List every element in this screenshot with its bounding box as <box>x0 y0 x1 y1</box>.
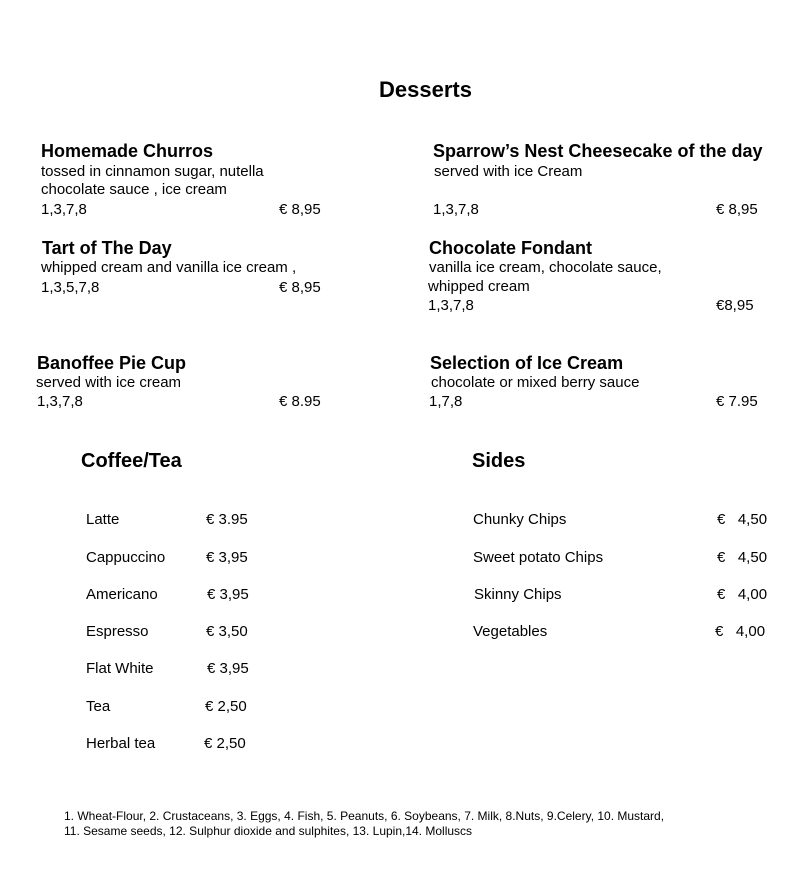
dessert-description: chocolate or mixed berry sauce <box>431 374 640 391</box>
side-item-name: Skinny Chips <box>474 586 562 603</box>
dessert-name: Selection of Ice Cream <box>430 353 624 373</box>
dessert-allergens: 1,3,7,8 <box>428 297 474 314</box>
dessert-price: € 8,95 <box>279 201 321 218</box>
coffee-item-name: Flat White <box>86 660 154 677</box>
dessert-description: chocolate sauce , ice cream <box>41 181 227 198</box>
coffee-tea-heading: Coffee/Tea <box>81 450 182 472</box>
dessert-name: Banoffee Pie Cup <box>37 353 187 373</box>
coffee-item-name: Herbal tea <box>86 735 156 752</box>
dessert-description: whipped cream and vanilla ice cream , <box>41 259 297 276</box>
dessert-allergens: 1,3,5,7,8 <box>41 279 100 296</box>
allergen-footnote-line: 1. Wheat-Flour, 2. Crustaceans, 3. Eggs, 4. Fish, 5. Peanuts, 6. Soybeans, 7. Milk, 8.Nuts, 9.Celery, 10. Mustard, <box>64 809 665 823</box>
dessert-description: served with ice Cream <box>434 163 583 180</box>
side-item-name: Chunky Chips <box>473 511 567 528</box>
dessert-allergens: 1,3,7,8 <box>433 201 479 218</box>
coffee-item-price: € 2,50 <box>204 735 246 752</box>
dessert-allergens: 1,3,7,8 <box>41 201 87 218</box>
side-item-price: € 4,00 <box>717 586 768 603</box>
side-item-price: € 4,50 <box>717 549 768 566</box>
coffee-item-name: Espresso <box>86 623 149 640</box>
coffee-item-price: € 3,95 <box>207 660 249 677</box>
coffee-item-price: € 2,50 <box>205 698 247 715</box>
dessert-price: € 8,95 <box>279 279 321 296</box>
sides-heading: Sides <box>472 450 526 472</box>
dessert-name: Homemade Churros <box>41 141 214 161</box>
dessert-description: served with ice cream <box>36 374 182 391</box>
dessert-description: vanilla ice cream, chocolate sauce, <box>429 259 662 276</box>
page-title: Desserts <box>379 77 472 102</box>
dessert-description: whipped cream <box>428 278 530 295</box>
side-item-price: € 4,50 <box>717 511 768 528</box>
coffee-item-price: € 3.95 <box>206 511 248 528</box>
coffee-item-price: € 3,95 <box>206 549 248 566</box>
dessert-price: €8,95 <box>716 297 754 314</box>
coffee-item-price: € 3,95 <box>207 586 249 603</box>
coffee-item-name: Latte <box>86 511 120 528</box>
coffee-item-name: Tea <box>86 698 111 715</box>
allergen-footnote-line: 11. Sesame seeds, 12. Sulphur dioxide and sulphites, 13. Lupin,14. Molluscs <box>64 824 473 838</box>
dessert-price: € 8.95 <box>279 393 321 410</box>
dessert-price: € 8,95 <box>716 201 758 218</box>
dessert-description: tossed in cinnamon sugar, nutella <box>41 163 264 180</box>
dessert-name: Tart of The Day <box>42 238 172 258</box>
dessert-name: Chocolate Fondant <box>429 238 592 258</box>
coffee-item-price: € 3,50 <box>206 623 248 640</box>
side-item-name: Vegetables <box>473 623 548 640</box>
dessert-price: € 7.95 <box>716 393 758 410</box>
dessert-allergens: 1,7,8 <box>429 393 463 410</box>
dessert-name: Sparrow’s Nest Cheesecake of the day <box>433 141 763 161</box>
coffee-item-name: Cappuccino <box>86 549 166 566</box>
coffee-item-name: Americano <box>86 586 158 603</box>
dessert-allergens: 1,3,7,8 <box>37 393 83 410</box>
side-item-name: Sweet potato Chips <box>473 549 604 566</box>
side-item-price: € 4,00 <box>715 623 766 640</box>
